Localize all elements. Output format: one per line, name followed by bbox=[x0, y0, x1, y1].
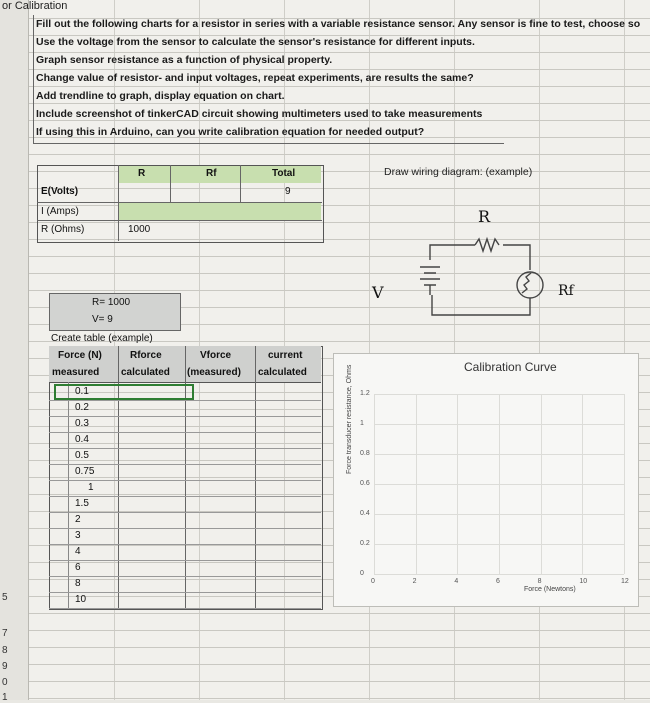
x-gridline bbox=[624, 394, 625, 574]
x-tick-label: 10 bbox=[579, 578, 588, 585]
v-label: V bbox=[372, 283, 384, 302]
current-header-sub[interactable]: calculated bbox=[258, 367, 307, 378]
y-tick-label: 0.8 bbox=[360, 450, 370, 457]
y-tick-label: 0.4 bbox=[360, 510, 370, 517]
row-number[interactable]: 8 bbox=[2, 645, 8, 656]
resistor-zigzag bbox=[475, 239, 499, 251]
col-total-header[interactable]: Total bbox=[272, 168, 296, 179]
y-axis-label: Force transducer resistance, Ohms bbox=[346, 364, 353, 474]
row-number[interactable]: 9 bbox=[2, 661, 8, 672]
x-tick-label: 6 bbox=[496, 578, 500, 585]
rforce-header-sub[interactable]: calculated bbox=[121, 367, 170, 378]
y-tick-label: 1 bbox=[360, 420, 364, 427]
row-divider bbox=[49, 448, 321, 449]
row-divider bbox=[49, 544, 321, 545]
sensor-zigzag bbox=[522, 273, 531, 293]
force-value-cell[interactable]: 0.1 bbox=[75, 386, 89, 397]
row-divider bbox=[49, 432, 321, 433]
wire bbox=[503, 245, 530, 270]
row-i-label[interactable]: I (Amps) bbox=[41, 206, 79, 217]
force-value-cell[interactable]: 0.3 bbox=[75, 418, 89, 429]
row-divider bbox=[49, 576, 321, 577]
instruction-line[interactable]: Change value of resistor- and input voltages, repeat experiments, are results the same? bbox=[36, 72, 474, 84]
force-header-sub[interactable]: measured bbox=[52, 367, 100, 378]
row-divider bbox=[49, 560, 321, 561]
force-value-cell[interactable]: 1 bbox=[88, 482, 94, 493]
divider bbox=[37, 220, 322, 221]
r-value[interactable]: 1000 bbox=[128, 224, 151, 235]
sensor-circle bbox=[517, 272, 543, 298]
current-row-green bbox=[118, 202, 321, 220]
row-number[interactable]: 5 bbox=[2, 592, 8, 603]
x-gridline bbox=[416, 394, 417, 574]
force-value-cell[interactable]: 0.2 bbox=[75, 402, 89, 413]
x-tick-label: 0 bbox=[371, 578, 375, 585]
force-value-cell[interactable]: 4 bbox=[75, 546, 81, 557]
force-header[interactable]: Force (N) bbox=[58, 350, 102, 361]
r-setting[interactable]: R= 1000 bbox=[92, 297, 131, 308]
calibration-chart[interactable] bbox=[333, 353, 639, 607]
vforce-header-sub[interactable]: (measured) bbox=[187, 367, 241, 378]
x-gridline bbox=[582, 394, 583, 574]
row-number[interactable]: 7 bbox=[2, 628, 8, 639]
rforce-header[interactable]: Rforce bbox=[130, 350, 162, 361]
y-tick-label: 0 bbox=[360, 570, 364, 577]
x-gridline bbox=[374, 394, 375, 574]
divider bbox=[255, 346, 256, 608]
y-tick-label: 0.2 bbox=[360, 540, 370, 547]
row-number[interactable]: 1 bbox=[2, 692, 8, 703]
force-value-cell[interactable]: 0.75 bbox=[75, 466, 95, 477]
x-gridline bbox=[457, 394, 458, 574]
force-value-cell[interactable]: 6 bbox=[75, 562, 81, 573]
x-gridline bbox=[499, 394, 500, 574]
force-value-cell[interactable]: 3 bbox=[75, 530, 81, 541]
r-label: R bbox=[478, 207, 491, 226]
row-divider bbox=[49, 512, 321, 513]
x-tick-label: 2 bbox=[412, 578, 417, 585]
current-header[interactable]: current bbox=[268, 350, 303, 361]
instruction-line[interactable]: Fill out the following charts for a resistor in series with a variable resistance sensor. Any sensor is fine to test, choose so bbox=[36, 18, 641, 30]
wire bbox=[430, 245, 475, 260]
row-divider bbox=[49, 496, 321, 497]
v-setting[interactable]: V= 9 bbox=[92, 314, 113, 325]
row-divider bbox=[49, 608, 321, 609]
divider bbox=[240, 165, 241, 203]
force-value-cell[interactable]: 0.5 bbox=[75, 450, 89, 461]
x-tick-label: 12 bbox=[621, 578, 629, 585]
instruction-line[interactable]: Add trendline to graph, display equation on chart. bbox=[36, 90, 285, 102]
force-value-cell[interactable]: 0.4 bbox=[75, 434, 89, 445]
row-divider bbox=[49, 416, 321, 417]
row-divider bbox=[49, 400, 321, 401]
divider bbox=[170, 165, 171, 203]
battery-icon bbox=[420, 267, 440, 285]
col-r-header[interactable]: R bbox=[138, 168, 146, 179]
sheet-title[interactable]: or Calibration bbox=[2, 0, 68, 12]
y-tick-label: 1.2 bbox=[360, 390, 370, 397]
y-tick-label: 0.6 bbox=[360, 480, 370, 487]
force-value-cell[interactable]: 2 bbox=[75, 514, 81, 525]
force-value-cell[interactable]: 10 bbox=[75, 594, 87, 605]
row-divider bbox=[49, 480, 321, 481]
instruction-line[interactable]: Include screenshot of tinkerCAD circuit showing multimeters used to take measurements bbox=[36, 108, 483, 120]
wiring-diagram-title[interactable]: Draw wiring diagram: (example) bbox=[384, 166, 533, 178]
row-divider bbox=[49, 592, 321, 593]
y-gridline bbox=[374, 574, 624, 575]
instruction-line[interactable]: Graph sensor resistance as a function of physical property. bbox=[36, 54, 333, 66]
force-value-cell[interactable]: 1.5 bbox=[75, 498, 89, 509]
instruction-line[interactable]: If using this in Arduino, can you write calibration equation for needed output? bbox=[36, 126, 425, 138]
x-gridline bbox=[541, 394, 542, 574]
row-r-label[interactable]: R (Ohms) bbox=[41, 224, 85, 235]
total-value[interactable]: 9 bbox=[285, 186, 291, 197]
chart-title: Calibration Curve bbox=[464, 360, 557, 374]
col-rf-header[interactable]: Rf bbox=[206, 168, 217, 179]
divider bbox=[118, 165, 119, 241]
wire bbox=[432, 295, 530, 315]
row-e-label[interactable]: E(Volts) bbox=[41, 186, 79, 197]
force-value-cell[interactable]: 8 bbox=[75, 578, 81, 589]
x-tick-label: 8 bbox=[537, 578, 542, 585]
create-table-label[interactable]: Create table (example) bbox=[51, 333, 153, 344]
rf-label: Rf bbox=[558, 283, 574, 299]
row-number[interactable]: 0 bbox=[2, 677, 8, 688]
instruction-line[interactable]: Use the voltage from the sensor to calculate the sensor's resistance for different inputs. bbox=[36, 36, 475, 48]
row-header bbox=[0, 0, 29, 703]
x-axis-label: Force (Newtons) bbox=[524, 586, 576, 593]
x-tick-label: 4 bbox=[454, 578, 459, 585]
row-divider bbox=[49, 464, 321, 465]
vforce-header[interactable]: Vforce bbox=[200, 350, 232, 361]
row-divider bbox=[49, 528, 321, 529]
divider bbox=[37, 202, 322, 203]
